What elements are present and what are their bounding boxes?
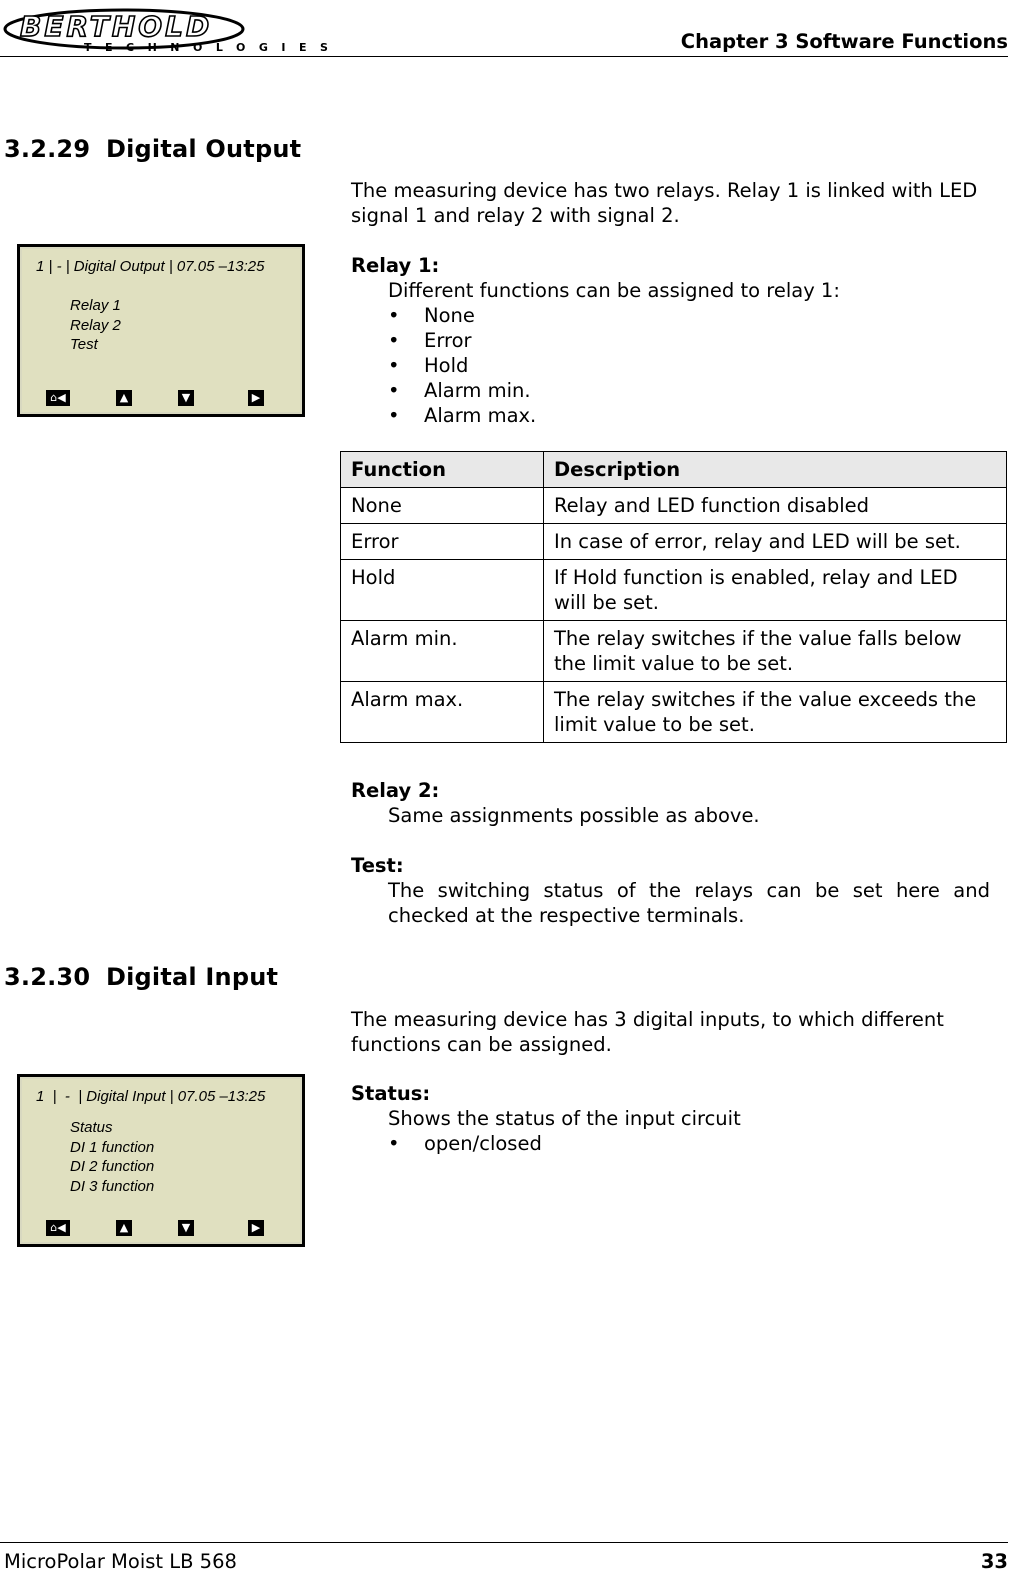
lcd-menu-item: Test	[70, 336, 98, 353]
svg-text:TECHNOLOGIES: TECHNOLOGIES	[84, 41, 342, 54]
table-row	[341, 621, 1007, 682]
down-arrow-key-icon: ▼	[178, 390, 194, 406]
table-cell: The relay switches if the value exceeds the limit value to be set.	[544, 682, 1007, 743]
lcd-display-digital-input	[17, 1074, 305, 1247]
lcd-menu-item: Relay 2	[70, 316, 121, 334]
section-heading-digital-input: 3.2.30 Digital Input	[4, 963, 279, 991]
lcd-display-digital-output	[17, 244, 305, 417]
lcd-menu-item: Status	[70, 1119, 113, 1136]
page-number: 33	[980, 1550, 1008, 1573]
list-item: • Error	[388, 328, 536, 353]
up-arrow-key-icon: ▲	[116, 390, 132, 406]
lcd-menu-item: DI 3 function	[70, 1177, 155, 1195]
table-row	[341, 560, 1007, 621]
section-heading-digital-output: 3.2.29 Digital Output	[4, 135, 302, 163]
footer-product: MicroPolar Moist LB 568	[4, 1550, 237, 1573]
table-header: Description	[544, 452, 1007, 488]
home-left-key-icon: ⌂◀	[46, 390, 70, 406]
test-text: The switching status of the relays can be set here and checked at the respective terminals.	[388, 879, 990, 927]
table-row	[341, 488, 1007, 524]
lcd-keys	[46, 390, 291, 408]
table-header: Function	[341, 452, 544, 488]
lcd-keys	[46, 1220, 291, 1238]
berthold-logo	[2, 6, 342, 54]
digital-input-intro: The measuring device has 3 digital inputs, to which different functions can be assigned.	[351, 1008, 944, 1056]
status-label: Status:	[351, 1082, 431, 1105]
list-item: • Hold	[388, 353, 536, 378]
footer-rule	[0, 1542, 1008, 1543]
lcd-title: 1 | - | Digital Input | 07.05 –13:25	[36, 1088, 266, 1105]
right-arrow-key-icon: ▶	[248, 390, 264, 406]
digital-output-intro: The measuring device has two relays. Relay 1 is linked with LED signal 1 and relay 2 with signal 2.	[351, 179, 978, 227]
table-cell: Alarm max.	[341, 682, 544, 743]
lcd-menu-item: Relay 1	[70, 297, 121, 314]
svg-text:BERTHOLD: BERTHOLD	[20, 10, 213, 43]
table-header-row	[341, 452, 1007, 488]
status-options-list	[388, 1131, 542, 1156]
table-cell: The relay switches if the value falls below the limit value to be set.	[544, 621, 1007, 682]
table-cell: None	[341, 488, 544, 524]
list-item: • Alarm max.	[388, 403, 536, 428]
relay1-label: Relay 1:	[351, 254, 440, 277]
relay2-text: Same assignments possible as above.	[388, 804, 760, 827]
table-cell: Hold	[341, 560, 544, 621]
table-row	[341, 524, 1007, 560]
list-item: • Alarm min.	[388, 378, 536, 403]
lcd-menu-item: DI 1 function	[70, 1138, 155, 1156]
list-item: • None	[388, 303, 536, 328]
lcd-menu	[70, 1118, 154, 1196]
function-table	[340, 451, 1007, 743]
table-row	[341, 682, 1007, 743]
header-rule	[0, 56, 1008, 57]
relay1-text: Different functions can be assigned to relay 1:	[388, 279, 840, 302]
table-cell: If Hold function is enabled, relay and LED will be set.	[544, 560, 1007, 621]
lcd-title: 1 | - | Digital Output | 07.05 –13:25	[36, 258, 265, 275]
home-left-key-icon: ⌂◀	[46, 1220, 70, 1236]
status-text: Shows the status of the input circuit	[388, 1107, 741, 1130]
test-label: Test:	[351, 854, 404, 877]
lcd-menu-item: DI 2 function	[70, 1158, 155, 1175]
chapter-title: Chapter 3 Software Functions	[680, 30, 1008, 53]
right-arrow-key-icon: ▶	[248, 1220, 264, 1236]
table-cell: Error	[341, 524, 544, 560]
relay1-options-list	[388, 303, 536, 428]
relay2-label: Relay 2:	[351, 779, 440, 802]
list-item: • open/closed	[388, 1131, 542, 1156]
table-cell: Relay and LED function disabled	[544, 488, 1007, 524]
table-cell: In case of error, relay and LED will be set.	[544, 524, 1007, 560]
down-arrow-key-icon: ▼	[178, 1220, 194, 1236]
table-cell: Alarm min.	[341, 621, 544, 682]
lcd-menu	[70, 296, 121, 355]
up-arrow-key-icon: ▲	[116, 1220, 132, 1236]
